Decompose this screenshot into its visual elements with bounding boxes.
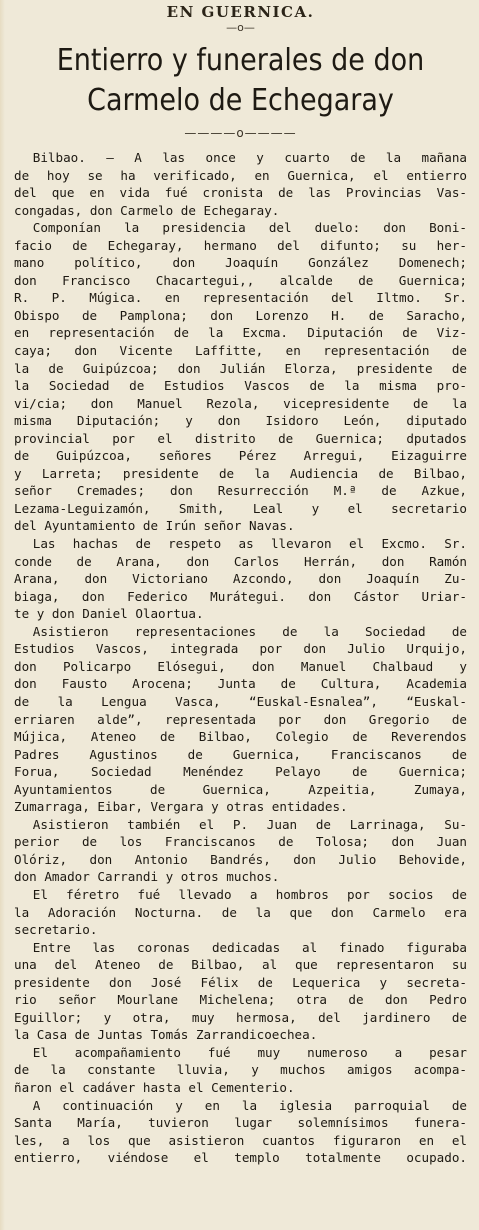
article-line: señor Cremades; don Resurrección M.ª de Azkue, (14, 483, 467, 499)
article-line: conde de Arana, don Carlos Herrán, don Ramón (14, 553, 467, 569)
article-line: Asistieron también el P. Juan de Larrinaga, Su- (32, 816, 467, 832)
article-line: la Casa de Juntas Tomás Zarrandicoechea. (14, 1027, 318, 1043)
article-line: biaga, don Federico Murátegui. don Cástor Uriar- (14, 588, 467, 604)
article-line: mano político, don Joaquín González Domenech; (14, 255, 467, 271)
article-line: Santa María, tuvieron lugar solemnísimos funera- (14, 1115, 467, 1131)
article-line: Entre las coronas dedicadas al finado figuraba (32, 939, 467, 955)
article-line: la Adoración Nocturna. de la que don Carmelo era (14, 904, 467, 920)
article-line: te y don Daniel Olaortua. (14, 606, 204, 622)
article-line: de hoy se ha verificado, en Guernica, el entierro (14, 167, 467, 183)
headline-divider: ————o———— (184, 126, 297, 140)
article-line: la de Guipúzcoa; don Julián Elorza, presidente de (14, 360, 467, 376)
article-line: les, a los que asistieron cuantos figuraron en el (14, 1132, 467, 1148)
article-line: A continuación y en la iglesia parroquial de (32, 1097, 467, 1113)
article-line: secretario. (14, 922, 98, 938)
article-line: Las hachas de respeto as llevaron el Excmo. Sr. (32, 536, 467, 552)
article-line: perior de los Franciscanos de Tolosa; don Juan (14, 834, 467, 850)
article-line: Componían la presidencia del duelo: don Boni- (32, 220, 467, 236)
article-line: Ayuntamientos de Guernica, Azpeitia, Zumaya, (14, 781, 467, 797)
article-line: Eguillor; y otra, muy hermosa, del jardinero de (14, 1009, 467, 1025)
article-line: de la Lengua Vasca, “Euskal-Esnalea”, “Euskal- (14, 693, 467, 709)
section-heading: EN GUERNICA. (166, 3, 315, 21)
article-line: vi/cia; don Manuel Rezola, vicepresidente de la (14, 395, 467, 411)
article-line: Asistieron representaciones de la Sociedad de (32, 623, 467, 639)
article-line: ñaron el cadáver hasta el Cementerio. (14, 1079, 295, 1095)
paper-edge (0, 0, 5, 1230)
article-line: Mújica, Ateneo de Bilbao, Colegio de Reverendos (14, 729, 467, 745)
headline-line-2: Carmelo de Echegaray (87, 83, 394, 118)
article-line: Padres Agustinos de Guernica, Franciscanos de (14, 746, 467, 762)
article-line: don Fausto Arocena; Junta de Cultura, Academia (14, 676, 467, 692)
article-line: don Policarpo Elósegui, don Manuel Chalbaud y (14, 658, 467, 674)
article-line: Obispo de Pamplona; don Lorenzo H. de Saracho, (14, 307, 467, 323)
article-line: una del Ateneo de Bilbao, al que representaron su (14, 957, 467, 973)
article-line: en representación de la Excma. Diputación de Viz- (14, 325, 467, 341)
article-line: Forua, Sociedad Menéndez Pelayo de Guernica; (14, 764, 467, 780)
article-line: rio señor Mourlane Michelena; otra de don Pedro (14, 992, 467, 1008)
article-line: Estudios Vascos, integrada por don Julio Urquijo, (14, 641, 467, 657)
article-line: de Guipúzcoa, señores Pérez Arregui, Eizaguirre (14, 448, 467, 464)
article-line: Arana, don Victoriano Azcondo, don Joaquín Zu- (14, 571, 467, 587)
article-line: Bilbao. — A las once y cuarto de la mañana (32, 150, 467, 165)
article-line: congadas, don Carmelo de Echegaray. (14, 202, 280, 218)
article-line: entierro, viéndose el templo totalmente ocupado. (14, 1150, 467, 1166)
article-line: Olóriz, don Antonio Bandrés, don Julio Behovide, (14, 851, 467, 867)
article-line: facio de Echegaray, hermano del difunto; su her- (14, 237, 467, 253)
article-body (14, 149, 467, 1167)
article-line: Lezama-Leguizamón, Smith, Leal y el secretario (14, 500, 467, 516)
article-line: del que en vida fué cronista de las Provincias Vas- (14, 185, 467, 201)
article-line: de la constante lluvia, y muchos amigos acompa- (14, 1062, 467, 1078)
article-line: don Francisco Chacartegui,, alcalde de Guernica; (14, 272, 467, 288)
article-line: Zumarraga, Eibar, Vergara y otras entidades. (14, 799, 348, 815)
headline-line-1: Entierro y funerales de don (56, 43, 425, 78)
article-line: El féretro fué llevado a hombros por socios de (32, 886, 467, 902)
article-line: la Sociedad de Estudios Vascos de la misma pro- (14, 378, 467, 394)
small-divider: —o— (226, 21, 255, 34)
article-line: caya; don Vicente Laffitte, en representación de (14, 343, 467, 359)
article-line: del Ayuntamiento de Irún señor Navas. (14, 518, 295, 534)
article-line: erriaren alde”, representada por don Gregorio de (14, 711, 467, 727)
article-headline (37, 41, 445, 121)
article-line: provincial por el distrito de Guernica; dputados (14, 430, 467, 446)
article-line: misma Diputación; y don Isidoro León, diputado (14, 413, 467, 429)
article-line: y Larreta; presidente de la Audiencia de Bilbao, (14, 465, 467, 481)
article-line: R. P. Múgica. en representación del Iltmo. Sr. (14, 290, 467, 306)
article-line: El acompañamiento fué muy numeroso a pesar (32, 1044, 467, 1060)
article-line: don Amador Carrandi y otros muchos. (14, 869, 280, 885)
article-line: presidente don José Félix de Lequerica y secreta- (14, 974, 467, 990)
